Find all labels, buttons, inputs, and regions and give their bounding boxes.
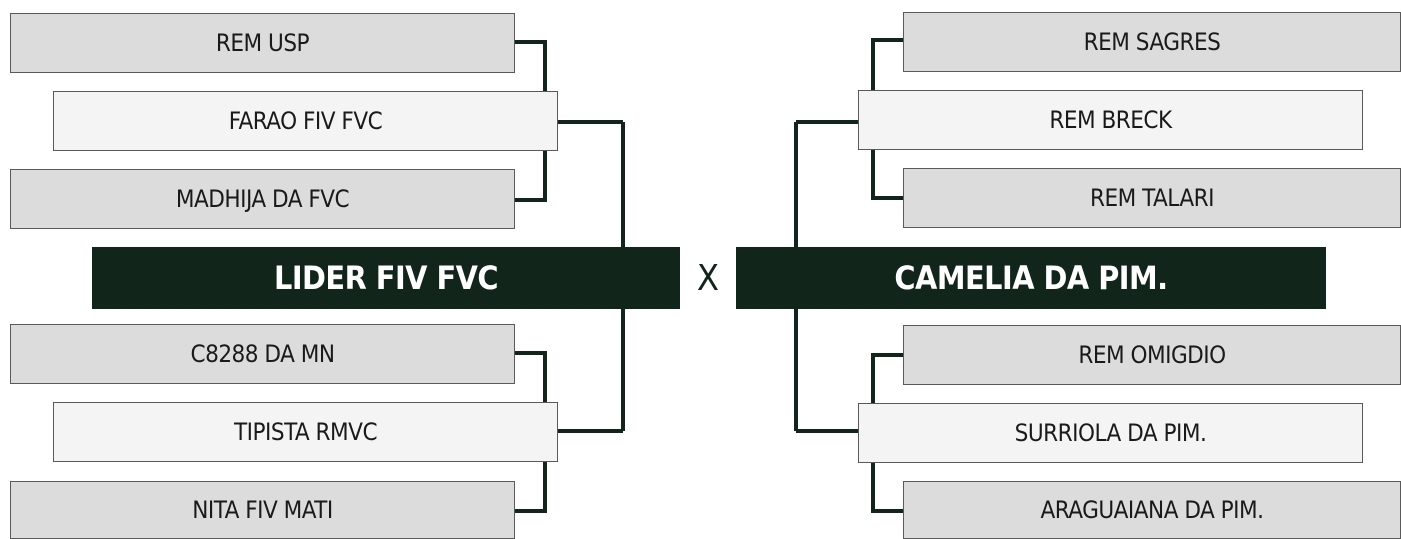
entry-label: FARAO FIV FVC	[228, 107, 383, 135]
right-bottom-entry-3	[903, 481, 1401, 539]
left-finalist-label: LIDER FIV FVC	[273, 259, 499, 297]
left-top-winner	[53, 91, 558, 151]
entry-label: TIPISTA RMVC	[233, 418, 378, 446]
right-top-entry-1	[903, 12, 1401, 72]
entry-label: MADHIJA DA FVC	[175, 185, 350, 213]
right-bottom-entry-1	[903, 325, 1401, 385]
versus-label: X	[696, 257, 720, 299]
left-bottom-winner	[53, 402, 558, 462]
left-top-entry-1	[10, 13, 515, 73]
right-bottom-winner	[858, 403, 1363, 463]
entry-label: REM BRECK	[1049, 106, 1172, 134]
entry-label: C8288 DA MN	[190, 340, 335, 368]
right-top-winner	[858, 90, 1363, 150]
right-top-entry-3	[903, 168, 1401, 228]
entry-label: SURRIOLA DA PIM.	[1014, 419, 1207, 447]
entry-label: NITA FIV MATI	[192, 496, 333, 524]
left-bottom-entry-3	[10, 481, 515, 539]
entry-label: REM USP	[215, 29, 310, 57]
left-finalist-banner	[92, 247, 680, 309]
entry-label: REM SAGRES	[1083, 28, 1221, 56]
entry-label: REM TALARI	[1090, 184, 1214, 212]
entry-label: ARAGUAIANA DA PIM.	[1040, 496, 1264, 524]
left-top-entry-3	[10, 169, 515, 229]
right-finalist-label: CAMELIA DA PIM.	[894, 259, 1168, 297]
left-bottom-entry-1	[10, 324, 515, 384]
right-finalist-banner	[736, 247, 1326, 309]
entry-label: REM OMIGDIO	[1078, 341, 1226, 369]
